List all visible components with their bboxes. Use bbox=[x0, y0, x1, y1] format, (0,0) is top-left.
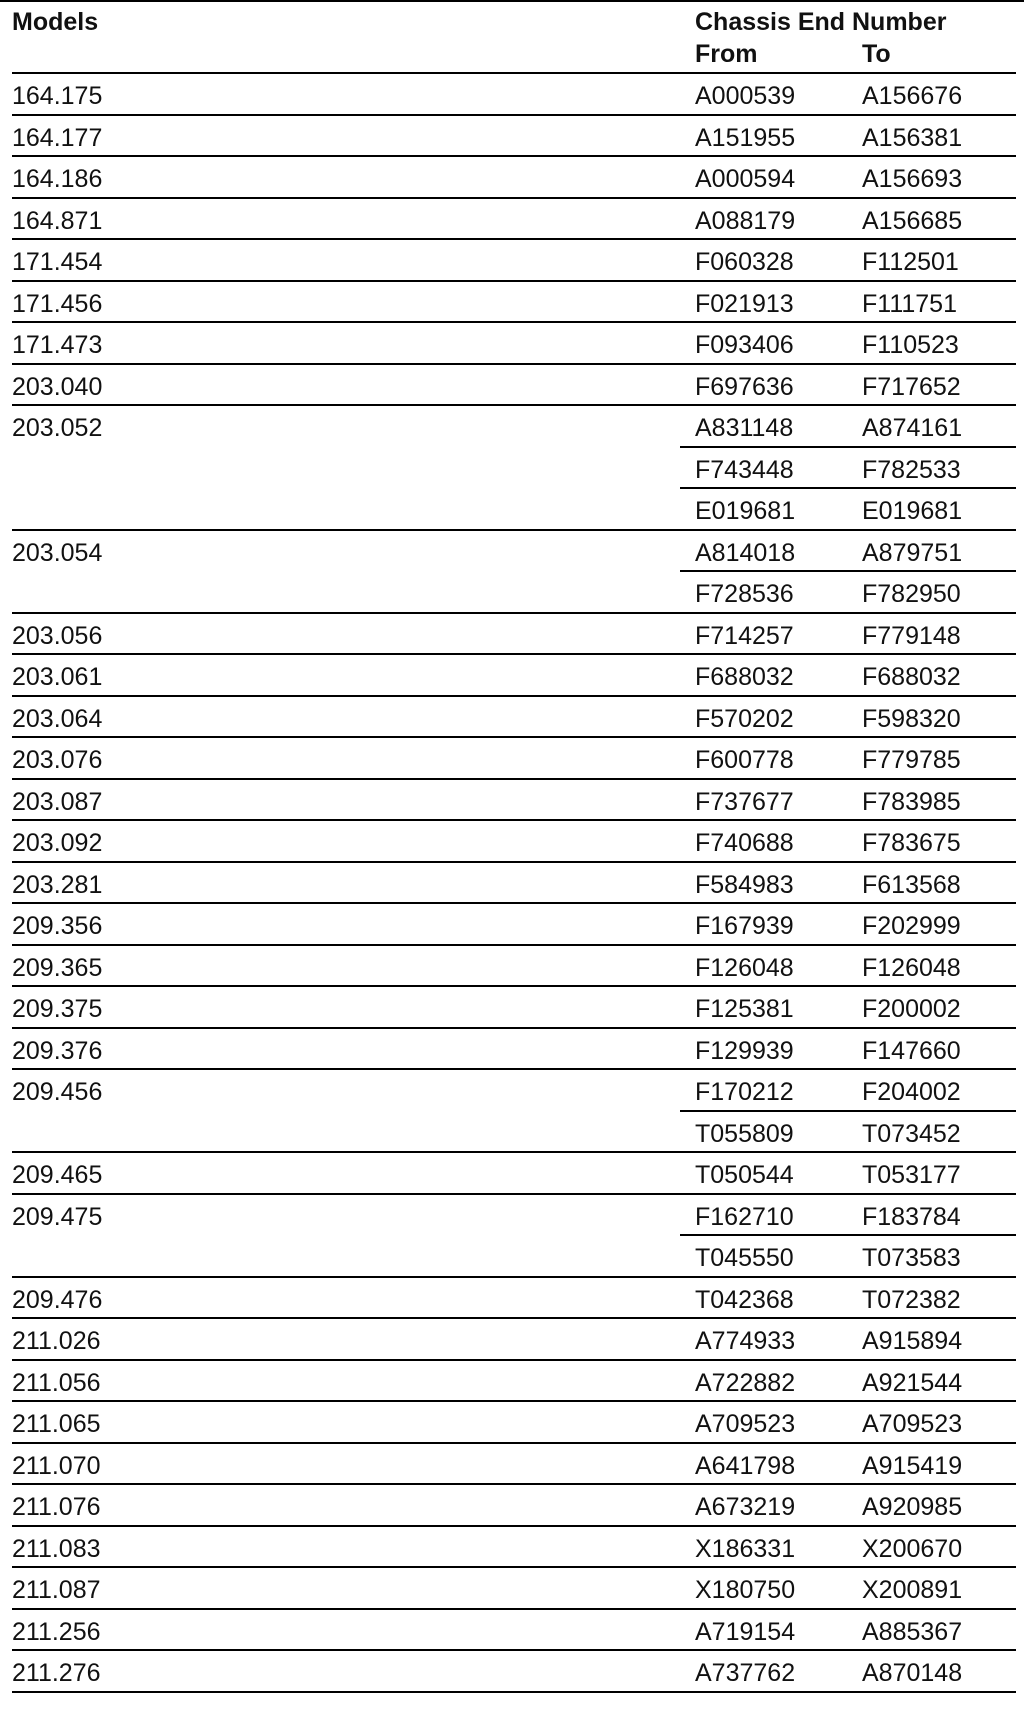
table-row bbox=[0, 1070, 1024, 1112]
table-row bbox=[0, 1444, 1024, 1486]
to-cell: T073452 bbox=[862, 1119, 961, 1148]
to-cell: A156685 bbox=[862, 206, 963, 235]
from-cell: F126048 bbox=[695, 953, 794, 982]
table-row bbox=[0, 323, 1024, 365]
table-row bbox=[0, 531, 1024, 573]
table-row bbox=[0, 780, 1024, 822]
model-cell: 171.454 bbox=[12, 248, 103, 276]
table-row bbox=[0, 1402, 1024, 1444]
from-cell: T042368 bbox=[695, 1285, 794, 1314]
model-cell: 211.276 bbox=[12, 1659, 101, 1687]
from-cell: A151955 bbox=[695, 123, 796, 152]
from-cell: A000594 bbox=[695, 165, 796, 193]
from-cell: F093406 bbox=[695, 331, 794, 359]
table-row bbox=[0, 1527, 1024, 1569]
table-row bbox=[0, 614, 1024, 656]
header-chassis-end-number: Chassis End Number bbox=[695, 8, 947, 36]
from-cell: T045550 bbox=[695, 1244, 794, 1272]
model-cell: 209.475 bbox=[12, 1202, 103, 1231]
to-cell: F783985 bbox=[862, 787, 961, 816]
from-cell: F021913 bbox=[695, 289, 794, 318]
to-cell: F204002 bbox=[862, 1078, 961, 1106]
to-cell: F147660 bbox=[862, 1036, 961, 1065]
table-row bbox=[0, 1610, 1024, 1652]
to-cell: F598320 bbox=[862, 704, 961, 733]
to-cell: X200891 bbox=[862, 1576, 963, 1604]
model-cell: 211.056 bbox=[12, 1368, 101, 1397]
table-row bbox=[0, 1485, 1024, 1527]
to-cell: A874161 bbox=[862, 414, 963, 442]
model-cell: 203.281 bbox=[12, 870, 103, 899]
from-cell: A722882 bbox=[695, 1368, 796, 1397]
model-cell: 203.054 bbox=[12, 538, 103, 567]
table-row bbox=[0, 116, 1024, 158]
model-cell: 209.376 bbox=[12, 1036, 103, 1065]
model-cell: 203.052 bbox=[12, 414, 103, 442]
from-cell: F697636 bbox=[695, 372, 794, 401]
from-cell: F125381 bbox=[695, 995, 794, 1023]
model-cell: 209.375 bbox=[12, 995, 103, 1023]
table-row bbox=[0, 697, 1024, 739]
table-row bbox=[0, 1153, 1024, 1195]
from-cell: F584983 bbox=[695, 870, 794, 899]
model-cell: 211.083 bbox=[12, 1534, 101, 1563]
table-row bbox=[0, 240, 1024, 282]
to-cell: A915419 bbox=[862, 1451, 963, 1480]
from-cell: F170212 bbox=[695, 1078, 794, 1106]
model-cell: 171.456 bbox=[12, 289, 103, 318]
table-row bbox=[0, 406, 1024, 448]
model-cell: 164.871 bbox=[12, 206, 103, 235]
to-cell: A156693 bbox=[862, 165, 963, 193]
table-row bbox=[0, 1319, 1024, 1361]
to-cell: A156381 bbox=[862, 123, 963, 152]
model-cell: 209.476 bbox=[12, 1285, 103, 1314]
table-row bbox=[0, 282, 1024, 324]
from-cell: F728536 bbox=[695, 580, 794, 608]
table-row bbox=[0, 1568, 1024, 1610]
model-cell: 209.365 bbox=[12, 953, 103, 982]
table-row bbox=[0, 365, 1024, 407]
to-cell: T053177 bbox=[862, 1161, 961, 1189]
from-cell: T050544 bbox=[695, 1161, 794, 1189]
table-row bbox=[0, 821, 1024, 863]
from-cell: F060328 bbox=[695, 248, 794, 276]
to-cell: A156676 bbox=[862, 82, 963, 110]
from-cell: F600778 bbox=[695, 746, 794, 774]
model-cell: 203.064 bbox=[12, 704, 103, 733]
from-cell: A737762 bbox=[695, 1659, 796, 1687]
to-cell: F779148 bbox=[862, 621, 961, 650]
model-cell: 171.473 bbox=[12, 331, 103, 359]
from-cell: F714257 bbox=[695, 621, 794, 650]
from-cell: A814018 bbox=[695, 538, 796, 567]
from-cell: A774933 bbox=[695, 1327, 796, 1355]
to-cell: T073583 bbox=[862, 1244, 961, 1272]
from-cell: F129939 bbox=[695, 1036, 794, 1065]
from-cell: X186331 bbox=[695, 1534, 796, 1563]
table-row bbox=[0, 1278, 1024, 1320]
from-cell: F740688 bbox=[695, 829, 794, 857]
to-cell: A915894 bbox=[862, 1327, 963, 1355]
table-row bbox=[0, 157, 1024, 199]
model-cell: 211.026 bbox=[12, 1327, 101, 1355]
from-cell: A719154 bbox=[695, 1617, 796, 1646]
top-divider bbox=[0, 0, 1024, 2]
to-cell: F111751 bbox=[862, 289, 957, 318]
table-row bbox=[0, 1029, 1024, 1071]
table-row bbox=[0, 74, 1024, 116]
table-row bbox=[0, 199, 1024, 241]
table-row bbox=[0, 448, 1024, 490]
to-cell: F783675 bbox=[862, 829, 961, 857]
to-cell: A920985 bbox=[862, 1493, 963, 1521]
to-cell: F688032 bbox=[862, 663, 961, 691]
to-cell: A921544 bbox=[862, 1368, 963, 1397]
to-cell: F613568 bbox=[862, 870, 961, 899]
to-cell: F112501 bbox=[862, 248, 959, 276]
table-row bbox=[0, 1112, 1024, 1154]
table-row bbox=[0, 655, 1024, 697]
model-cell: 203.092 bbox=[12, 829, 103, 857]
to-cell: F200002 bbox=[862, 995, 961, 1023]
to-cell: T072382 bbox=[862, 1285, 961, 1314]
from-cell: A831148 bbox=[695, 414, 794, 442]
to-cell: F782533 bbox=[862, 455, 961, 484]
from-cell: A088179 bbox=[695, 206, 796, 235]
from-cell: F688032 bbox=[695, 663, 794, 691]
table-row bbox=[0, 1651, 1024, 1693]
model-cell: 211.076 bbox=[12, 1493, 101, 1521]
model-cell: 211.065 bbox=[12, 1410, 101, 1438]
to-cell: F110523 bbox=[862, 331, 959, 359]
model-cell: 211.070 bbox=[12, 1451, 101, 1480]
model-cell: 209.456 bbox=[12, 1078, 103, 1106]
to-cell: A709523 bbox=[862, 1410, 963, 1438]
table-row bbox=[0, 946, 1024, 988]
model-cell: 203.076 bbox=[12, 746, 103, 774]
model-cell: 211.256 bbox=[12, 1617, 101, 1646]
header-models: Models bbox=[12, 8, 99, 36]
to-cell: F717652 bbox=[862, 372, 961, 401]
header-to: To bbox=[862, 40, 891, 68]
model-cell: 164.177 bbox=[12, 123, 103, 152]
from-cell: F743448 bbox=[695, 455, 794, 484]
table-row bbox=[0, 489, 1024, 531]
from-cell: A641798 bbox=[695, 1451, 796, 1480]
to-cell: X200670 bbox=[862, 1534, 963, 1563]
from-cell: F167939 bbox=[695, 912, 794, 940]
from-cell: A000539 bbox=[695, 82, 796, 110]
to-cell: F779785 bbox=[862, 746, 961, 774]
table-row bbox=[0, 738, 1024, 780]
to-cell: F183784 bbox=[862, 1202, 961, 1231]
from-cell: F570202 bbox=[695, 704, 794, 733]
from-cell: T055809 bbox=[695, 1119, 794, 1148]
table-row bbox=[0, 863, 1024, 905]
model-cell: 164.186 bbox=[12, 165, 103, 193]
table-row bbox=[0, 572, 1024, 614]
model-cell: 203.087 bbox=[12, 787, 103, 816]
table-row bbox=[0, 987, 1024, 1029]
from-cell: A673219 bbox=[695, 1493, 796, 1521]
from-cell: F162710 bbox=[695, 1202, 794, 1231]
to-cell: A879751 bbox=[862, 538, 963, 567]
table-row bbox=[0, 1361, 1024, 1403]
model-cell: 164.175 bbox=[12, 82, 103, 110]
to-cell: E019681 bbox=[862, 497, 963, 525]
to-cell: F126048 bbox=[862, 953, 961, 982]
header-from: From bbox=[695, 40, 758, 68]
row-divider bbox=[12, 1691, 1016, 1693]
model-cell: 203.040 bbox=[12, 372, 103, 401]
to-cell: F782950 bbox=[862, 580, 961, 608]
model-cell: 203.061 bbox=[12, 663, 103, 691]
model-cell: 209.465 bbox=[12, 1161, 103, 1189]
from-cell: X180750 bbox=[695, 1576, 796, 1604]
model-cell: 209.356 bbox=[12, 912, 103, 940]
table-row bbox=[0, 1195, 1024, 1237]
from-cell: A709523 bbox=[695, 1410, 796, 1438]
to-cell: A885367 bbox=[862, 1617, 963, 1646]
model-cell: 211.087 bbox=[12, 1576, 101, 1604]
table-row bbox=[0, 1236, 1024, 1278]
from-cell: E019681 bbox=[695, 497, 796, 525]
from-cell: F737677 bbox=[695, 787, 794, 816]
to-cell: A870148 bbox=[862, 1659, 963, 1687]
table-row bbox=[0, 904, 1024, 946]
model-cell: 203.056 bbox=[12, 621, 103, 650]
to-cell: F202999 bbox=[862, 912, 961, 940]
